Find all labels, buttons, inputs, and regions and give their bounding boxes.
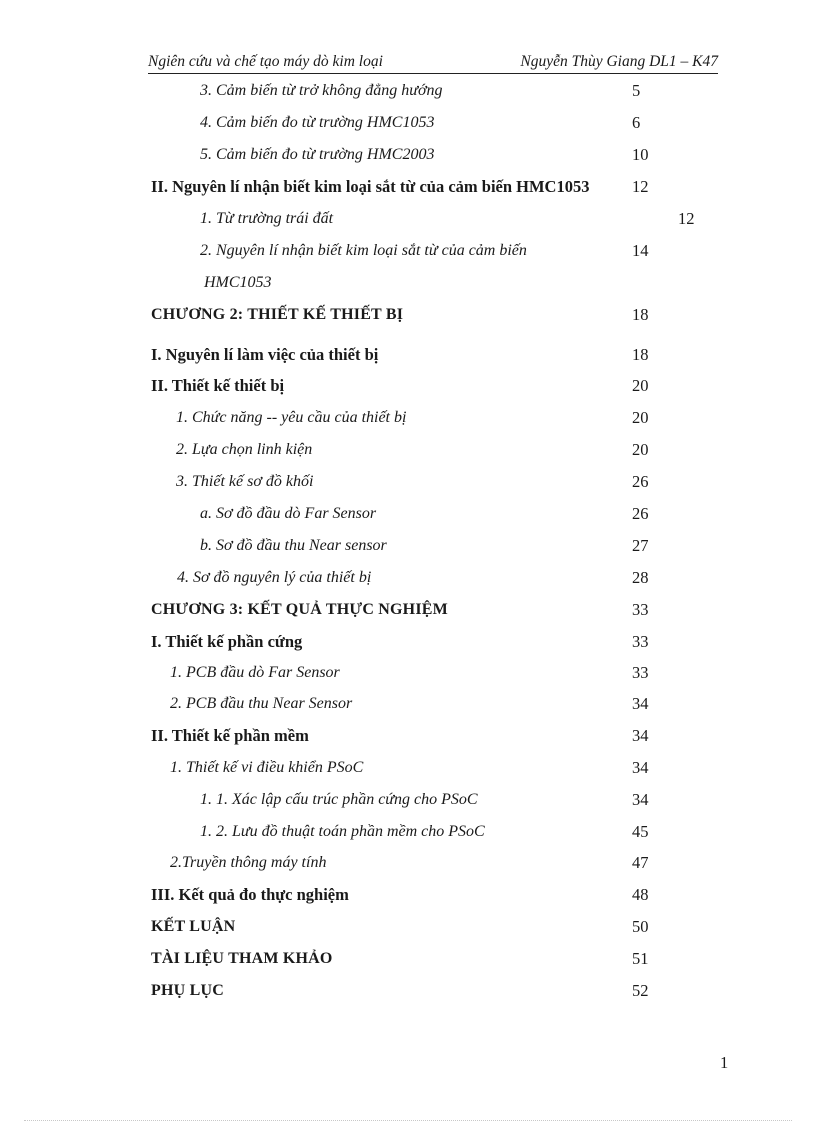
toc-entry-page: 52 bbox=[632, 981, 649, 1000]
toc-entry-page: 33 bbox=[632, 632, 649, 651]
toc-entry-text: 3. Cảm biến từ trở không đẳng hướng bbox=[200, 82, 443, 99]
page-header bbox=[148, 53, 718, 74]
toc-chapter-heading: CHƯƠNG 3: KẾT QUẢ THỰC NGHIỆM bbox=[151, 601, 448, 618]
page-bottom-border bbox=[24, 1120, 792, 1121]
toc-entry-text: 1. Thiết kế vi điều khiển PSoC bbox=[170, 759, 364, 776]
toc-entry-page: 12 bbox=[678, 209, 695, 228]
toc-entry-page: 51 bbox=[632, 949, 649, 968]
toc-entry-text: 1. 1. Xác lập cấu trúc phần cứng cho PSoC bbox=[200, 791, 478, 808]
toc-entry-page: 47 bbox=[632, 853, 649, 872]
toc-entry-page: 34 bbox=[632, 790, 649, 809]
toc-entry-page: 20 bbox=[632, 440, 649, 459]
toc-entry-text: III. Kết quả đo thực nghiệm bbox=[151, 885, 349, 904]
toc-entry-page: 18 bbox=[632, 305, 649, 324]
toc-entry-page: 5 bbox=[632, 81, 641, 100]
toc-chapter-heading: TÀI LIỆU THAM KHẢO bbox=[151, 950, 333, 967]
toc-chapter-heading: CHƯƠNG 2: THIẾT KẾ THIẾT BỊ bbox=[151, 306, 404, 323]
toc-entry-text: 1. PCB đầu dò Far Sensor bbox=[170, 664, 340, 681]
toc-entry-text: I. Thiết kế phần cứng bbox=[151, 632, 303, 651]
toc-entry-page: 33 bbox=[632, 600, 649, 619]
toc-entry-page: 26 bbox=[632, 504, 649, 523]
toc-entry-text: 1. 2. Lưu đồ thuật toán phần mềm cho PSoC bbox=[200, 823, 485, 840]
toc-entry-text: 2. Nguyên lí nhận biết kim loại sắt từ của cảm biến bbox=[200, 242, 527, 259]
toc-entry-text: II. Thiết kế thiết bị bbox=[151, 376, 285, 395]
toc-entry-page: 34 bbox=[632, 758, 649, 777]
toc-entry-page: 14 bbox=[632, 241, 649, 260]
toc-entry-text: HMC1053 bbox=[204, 274, 272, 291]
toc-entry-text: II. Nguyên lí nhận biết kim loại sắt từ của cảm biến HMC1053 bbox=[151, 177, 590, 196]
toc-entry-text: 5. Cảm biến đo từ trường HMC2003 bbox=[200, 146, 435, 163]
toc-entry-page: 48 bbox=[632, 885, 649, 904]
header-title: Ngiên cứu và chế tạo máy dò kim loại bbox=[148, 53, 383, 70]
toc-entry-page: 10 bbox=[632, 145, 649, 164]
toc-entry-page: 20 bbox=[632, 376, 649, 395]
toc-entry-text: a. Sơ đồ đầu dò Far Sensor bbox=[200, 505, 377, 522]
toc-entry-page: 34 bbox=[632, 694, 649, 713]
page-number: 1 bbox=[720, 1053, 729, 1072]
toc-chapter-heading: PHỤ LỤC bbox=[151, 982, 224, 999]
toc-entry-page: 27 bbox=[632, 536, 649, 555]
toc-entry-page: 20 bbox=[632, 408, 649, 427]
toc-entry-page: 18 bbox=[632, 345, 649, 364]
toc-entry-page: 28 bbox=[632, 568, 649, 587]
toc-entry-text: I. Nguyên lí làm việc của thiết bị bbox=[151, 345, 379, 364]
toc-entry-text: 4. Sơ đồ nguyên lý của thiết bị bbox=[177, 569, 372, 586]
toc-entry-text: 4. Cảm biến đo từ trường HMC1053 bbox=[200, 114, 435, 131]
toc-entry-text: b. Sơ đồ đầu thu Near sensor bbox=[200, 537, 387, 554]
toc-entry-text: 2. Lựa chọn linh kiện bbox=[176, 441, 313, 458]
toc-entry-page: 12 bbox=[632, 177, 649, 196]
toc-entry-text: 2. PCB đầu thu Near Sensor bbox=[170, 695, 353, 712]
toc-entry-text: II. Thiết kế phần mềm bbox=[151, 726, 309, 745]
toc-entry-page: 6 bbox=[632, 113, 641, 132]
toc-entry-text: 3. Thiết kế sơ đồ khối bbox=[176, 473, 314, 490]
toc-entry-text: 1. Từ trường trái đất bbox=[200, 210, 334, 227]
toc-entry-page: 45 bbox=[632, 822, 649, 841]
header-author: Nguyễn Thùy Giang DL1 – K47 bbox=[520, 53, 718, 70]
toc-entry-text: 1. Chức năng -- yêu cầu của thiết bị bbox=[176, 409, 407, 426]
toc-entry-page: 34 bbox=[632, 726, 649, 745]
toc-entry-text: 2.Truyền thông máy tính bbox=[170, 854, 327, 871]
toc-entry-page: 50 bbox=[632, 917, 649, 936]
toc-chapter-heading: KẾT LUẬN bbox=[151, 918, 236, 935]
toc-entry-page: 26 bbox=[632, 472, 649, 491]
toc-entry-page: 33 bbox=[632, 663, 649, 682]
